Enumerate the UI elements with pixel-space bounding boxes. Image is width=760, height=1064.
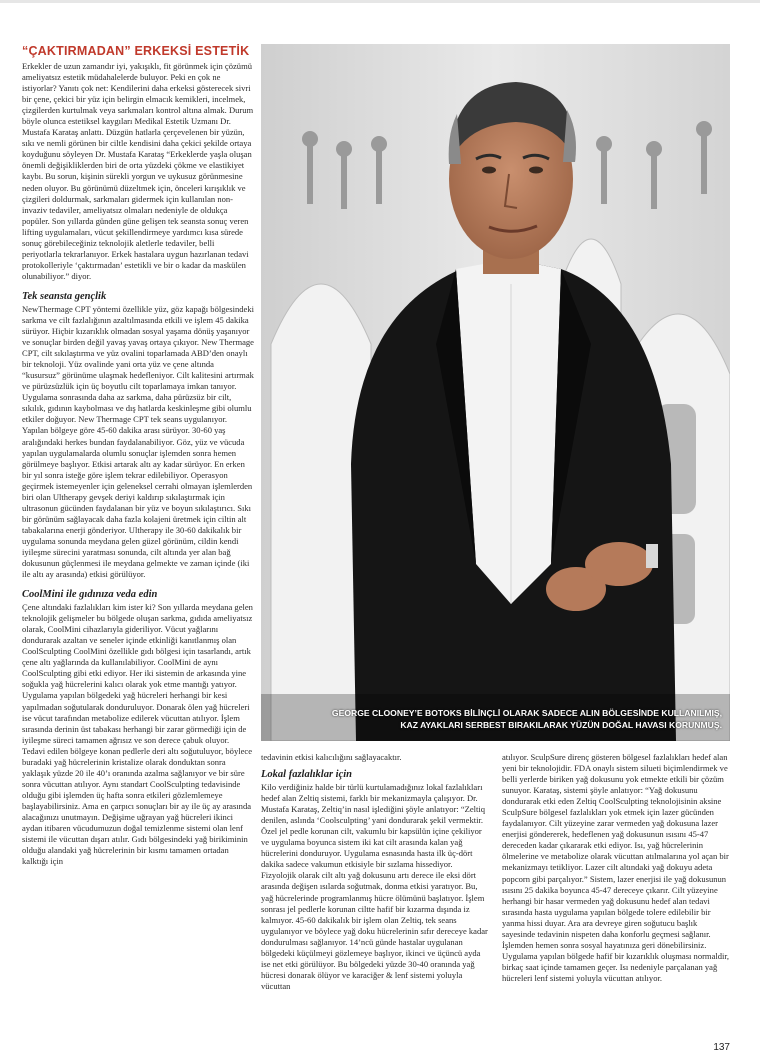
article-headline: “ÇAKTIRMADAN” ERKEKSİ ESTETİK — [22, 44, 250, 58]
section-title-coolmini: CoolMini ile gıdınıza veda edin — [22, 589, 158, 601]
photo-caption — [261, 708, 722, 731]
right-column — [502, 752, 730, 984]
top-rule — [0, 0, 760, 3]
left-column — [22, 44, 254, 867]
middle-column-lead: tedavinin etkisi kalıcılığını sağlayacaktır. — [261, 752, 402, 762]
section-body-coolmini: Çene altındaki fazlalıkları kim ister ki? Son yıllarda meydana gelen teknolojik gelişmeler bu bölgede oluşan sarkma, gıdıda ameliyatsız olarak, CoolMini cihazlarıyla gideriliyor. Vücut yağlarını dondurarak azaltan ve seneler içinde etkinliği kanıtlanmış olan CoolSculpting CoolMini özellikle gıdı bölgesi için tasarlandı, artık çene altı yağlarında da kullanılabiliyor. CoolMini de aynı CoolSculpting gibi etki ediyor. Her iki sistemin de arkasında yine soğukla yağ hücrelerini kalıcı olarak yok etme mantığı yatıyor. Uygulama yapılan bölgedeki yağ hücreleri herhangi bir kesi yapılmadan soğutularak donduruluyor. Donarak ölen yağ hücreleri ise vücut tarafından metabolize edilerek vücuttan atılıyor. İşlem sırasında derinin üst tabakası herhangi bir zarar görmediği için de iyileşme süreci tamamen ağrısız ve son derece çabuk oluyor. Tedavi edilen bölgeye konan pedlerle deri altı soğutuluyor, böylece buradaki yağ hücrelerinin kristalize olarak donduktan sonra yaklaşık yüzde 20 ile 40’ı oranında azalma sağlanıyor ve bir süre sonra vücuttan atılıyor. Aynı standart CoolSculpting tedavisinde olduğu gibi işlemden üç hafta sonra etkileri gözlemlemeye başlayabilirsiniz. Ama en çarpıcı sonuçları bir ay ile üç ay arasında alacağınızı unutmayın. Değişime uğrayan yağ hücreleri ikinci aydan itibaren vücudumuzun doğal temizlenme sistemi olan lenf sistemi ile vücuttan dışarı atılır. Gıdı bölgesindeki yağ birikiminin olduğu alandaki yağ hücrelerinin bir kısmı tamamen ortadan kalktığı için — [22, 602, 253, 867]
section-title-tek-seansta: Tek seansta gençlik — [22, 290, 107, 302]
section-body-tek-seansta: NewThermage CPT yöntemi özellikle yüz, göz kapağı bölgesindeki sarkma ve cilt fazlalığının azaltılmasında etkili ve işlem 45 dakika sürüyor. Hiçbir kızarıklık olmadan sosyal yaşama dönüş yaşanıyor ve sonuçlar birden değil yavaş yavaş ortaya çıkıyor. New Thermage CPT, cilt sıkılaştırma ve yüz ovalini toparlamada ABD’den onaylı bir teknoloji. Yüz ovalinde yani orta yüz ve çene altında “kusursuz” görünüme ulaşmak hedefleniyor. Cilt kalitesini artırmak ve pürüzsüzlük için üç boyutlu cilt toparlamaya imkan tanıyor. Uygulama sonrasında daha az sarkma, daha pürüzsüz bir cilt, sıkılık, gıdının kaybolması ve dış hatlarda keskinleşme gibi olumlu etkiler doğuyor. New Thermage CPT tek seans uygulanıyor. Yapılan bölgeye göre 45-60 dakika arası sürüyor. 30-60 yaş aralığındaki herkes bundan faydalanabiliyor. Göz, yüz ve vücuda yapılan uygulamalarda olumlu sonuçlar işlemden sonra hemen görülmeye başlıyor. Etkisi artarak altı ay kadar sürüyor. En erken bir yıl sonra isteğe göre işlem tekrar edilebiliyor. Operasyon geçirmek istemeyenler için geleneksel cerrahi olmayan işlemlerden biri olan Ultherapy gevşek deriyi kaldırıp sıkılaştırmak için ultrasonun gücünden faydalanan bir yüz ve boyun sıkılaştırıcı. Sıkı bir görünüm sağlayacak daha fazla kolajeni üretmek için ciltin alt tabakalarına enerji gönderiyor. Ultherapy ile 30-60 dakikalık bir uygulama sonunda meydana gelen güzel görünüm, cildin kendi iyileşme sürecini yaratması sonunda, cilt altında yer alan bağ dokusunun güçlenmesi ile meydana gelmekte ve zaman içinde (iki ile altı ay arasında) etkisi görülüyor. — [22, 303, 254, 580]
article-intro: Erkekler de uzun zamandır iyi, yakışıklı, fit görünmek için çözümü ameliyatsız estetik müdahalelerde buluyor. Peki en çok ne istiyorlar? Yanıtı çok net: Kendilerini daha erkeksi gösterecek sivri bir çene, çekici bir yüz için belirgin elmacık kemikleri, incelmek, çizgilerden kurtulmak veya sarkmaları kontrol altına almak. Durum böyle olunca estetiksel kaygıları Medikal Estetik Uzmanı Dr. Mustafa Karataş anlattı. Düzgün hatlarla çerçevelenen bir yüzün, sıkı ve nemli görünen bir ciltle kendisini daha çekici şekilde ortaya koyduğunu söyleyen Dr. Mustafa Karataş “Erkeklerde yaşla oluşan önemli değişikliklerden biri de orta yüzdeki çökme ve elastikiyet kaybı. Bu sorun, kişinin sürekli yorgun ve uykusuz görünmesine neden oluyor. Bu görünümü düzeltmek için, önceleri kırışıklık ve çizgileri doldurmak, sarkmaları gidermek için kullanılan non-invaziv tedaviler, ameliyatsız olmaları nedeniyle de oldukça popüler. Son yıllarda günden güne gelişen tek seansta sonuç veren lifting uygulamaları, vücut şekillendirmeye yardımcı kısa sürede sonuç görebileceğiniz teknolojik aletlerle tedaviler, belli periyotlarla tekrarlanıyor. Erkek hastalara uygun hazırlanan tedavi protokolleriyle ‘çaktırmadan’ estetikli ve bir o kadar da maskülen olunabiliyor.” diyor. — [22, 61, 254, 281]
section-title-lokal: Lokal fazlalıklar için — [261, 769, 353, 781]
portrait-photo — [261, 44, 730, 741]
right-column-body: atılıyor. SculpSure direnç gösteren bölgesel fazlalıkları hedef alan yeni bir teknolojidir. FDA onaylı sistem silueti biçimlendirmek ve belli yerlerde biriken yağ dokusunu yok etmekte etkili bir çözüm sunuyor. Karataş, sistemi şöyle anlatıyor: “Yağ dokusunu dondurarak etki eden Zeltiq CoolSculpting teknolojisinin aksine SculpSure bölgesel fazlalıkları yok etmek için lazer gücünden faydalanıyor. Cilt yüzeyine zarar vermeden yağ dokusuna lazer enerjisi göndererek, hedeflenen yağ dokusunun ısısını 45-47 dereceden kadar çıkararak etki ediyor. Isı, yağ hücrelerinin ölmelerine ve metabolize olarak vücuttan atılmalarına yol açan bir mekanizmayı tetikliyor. Lazer cilt altındaki yağ dokuyu adeta popcorn gibi parçalıyor.” Sistem, lazer enerjisi ile yağ dokusunun ısısını 25 dakika boyunca 45-47 dereceye çıkarır. Cilt yüzeyine herhangi bir hasar vermeden yağ dokusunu hedef alan tedavi sırasında hasta uygulama yapılan bölgede tolere edilebilir bir yanma hissi duyar. Ara ara devreye giren soğutucu başlık sayesinde tedavinin nispeten daha konforlu geçmesi sağlanır. İşlemden hemen sonra sosyal hayatınıza geri dönebilirsiniz. Uygulama yapılan bölgede hafif bir kızarıklık oluşması normaldir, birkaç saat içinde tamamen geçer. Isı nedeniyle parçalanan yağ hücreleri lenf sistemi yoluyla vücuttan atılıyor. — [502, 752, 730, 983]
page-number: 137 — [713, 1042, 730, 1053]
photo-caption-line-2: KAZ AYAKLARI SERBEST BIRAKILARAK YÜZÜN DOĞAL HAVASI KORUNMUŞ. — [400, 719, 722, 730]
middle-column — [261, 752, 489, 992]
section-body-lokal: Kilo verdiğiniz halde bir türlü kurtulamadığınız lokal fazlalıkları hedef alan Zeltiq sistemi, farklı bir mekanizmayla çalışıyor. Dr. Mustafa Karataş, Zeltiq’in nasıl işlediğini şöyle anlatıyor: “Zeltiq denilen, aslında ‘Coolsculpting’ yani dondurarak şekil vermektir. Özel jel pedle korunan cilt, vakumlu bir kapsülün içine çekiliyor ve uygulama boyunca sistem iki kat cilt arasında kalan yağ hücrelerini donduruyor. Uygulama esnasında hasta ilk üç-dört dakika sadece vakumun etkisiyle bir sızlama hissediyor. Fizyolojik olarak cilt altı yağ dokusunu artı derece ile eksi dört arasında değişen ısılarda soğutmak, donma etkisi yaratıyor. Bu, yağ hücrelerinde programlanmış hücre ölümünü başlatıyor. İşlem sonrası jel pedlerle korunan ciltte hafif bir kızarma dışında iz kalmıyor. 45-60 dakikalık bir işlem olan Zeltiq, tek seans uygulanıyor ve böylece yağ doku hücrelerinin sıfır dereceye kadar dondurulması sağlanıyor. 14’ncü günde hastalar uygulanan bölgedeki küçülmeyi gözlemeye başlıyor, ikinci ve üçüncü ayda ise net etki görülüyor. Bu bölgedeki yüzde 30-40 oranında yağ hücresi donarak ölüyor ve karaciğer & lenf sistemi yoluyla vücuttan — [261, 782, 488, 991]
photo-caption-line-1: GEORGE CLOONEY’E BOTOKS BİLİNÇLİ OLARAK SADECE ALIN BÖLGESİNDE KULLANILMIŞ, — [331, 708, 722, 718]
portrait-illustration — [261, 44, 730, 741]
